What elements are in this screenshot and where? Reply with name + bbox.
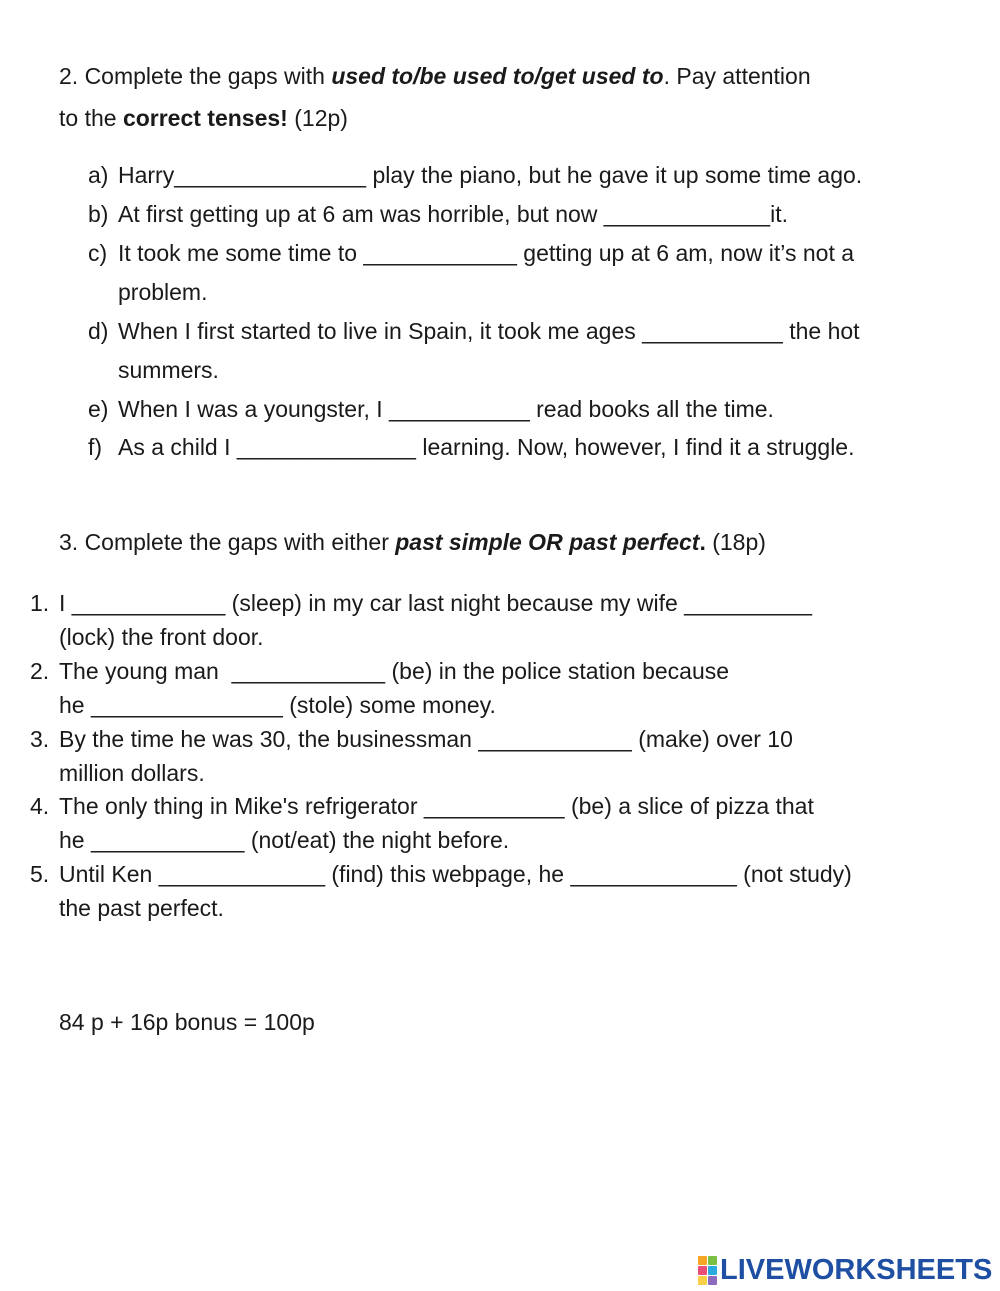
instruction-emphasis: used to/be used to/get used to xyxy=(331,63,664,89)
item-text: Harry_______________ play the piano, but he gave it up some time ago. xyxy=(118,162,863,188)
instruction-period: . xyxy=(699,529,706,555)
exercise3-item-1-cont: (lock) the front door. xyxy=(59,624,264,650)
liveworksheets-logo xyxy=(698,1255,992,1285)
exercise3-item-5-cont: the past perfect. xyxy=(59,895,224,921)
exercise3-item-4 xyxy=(30,792,814,820)
exercise2-item-e xyxy=(88,395,774,423)
exercise3-item-4-cont: he ____________ (not/eat) the night before. xyxy=(59,827,510,853)
instruction-text: 3. Complete the gaps with either xyxy=(59,529,396,555)
exercise3-item-2 xyxy=(30,657,729,685)
item-label: f) xyxy=(88,434,103,460)
item-label: e) xyxy=(88,396,109,422)
item-number: 3. xyxy=(30,726,50,752)
exercise2-item-d xyxy=(88,317,860,345)
item-label: d) xyxy=(88,318,109,344)
item-text: When I first started to live in Spain, it took me ages ___________ the hot xyxy=(118,318,860,344)
exercise3-item-2-cont: he _______________ (stole) some money. xyxy=(59,692,496,718)
instruction-points: (12p) xyxy=(287,105,348,131)
item-number: 2. xyxy=(30,658,50,684)
item-label: c) xyxy=(88,240,108,266)
exercise3-item-5 xyxy=(30,860,852,888)
item-label: a) xyxy=(88,162,109,188)
logo-blocks-icon xyxy=(698,1256,717,1285)
exercise2-instruction-line2 xyxy=(59,104,348,132)
item-number: 4. xyxy=(30,793,50,819)
item-label: b) xyxy=(88,201,109,227)
instruction-emphasis: correct tenses! xyxy=(122,105,288,131)
item-text: At first getting up at 6 am was horrible, but now _____________it. xyxy=(118,201,788,227)
score-total: 84 p + 16p bonus = 100p xyxy=(59,1009,315,1035)
exercise3-item-1 xyxy=(30,589,812,617)
exercise3-item-3-cont: million dollars. xyxy=(59,760,205,786)
exercise2-item-d-cont: summers. xyxy=(118,357,219,383)
logo-text: LIVEWORKSHEETS xyxy=(720,1253,993,1286)
instruction-text: . Pay attention xyxy=(663,63,811,89)
exercise2-instruction-line1 xyxy=(59,62,811,90)
instruction-points: (18p) xyxy=(705,529,766,555)
exercise2-item-a xyxy=(88,161,862,189)
item-text: The young man ____________ (be) in the police station because xyxy=(59,658,730,684)
item-text: The only thing in Mike's refrigerator ___________ (be) a slice of pizza that xyxy=(59,793,814,819)
item-text: When I was a youngster, I ___________ read books all the time. xyxy=(118,396,774,422)
item-text: By the time he was 30, the businessman ____________ (make) over 10 xyxy=(59,726,793,752)
instruction-text: to the xyxy=(59,105,123,131)
instruction-text: 2. Complete the gaps with xyxy=(59,63,332,89)
instruction-emphasis: past simple OR past perfect xyxy=(395,529,700,555)
exercise2-item-f xyxy=(88,433,854,461)
exercise3-instruction xyxy=(59,528,766,556)
exercise2-item-b xyxy=(88,200,788,228)
item-text: I ____________ (sleep) in my car last night because my wife __________ xyxy=(59,590,813,616)
exercise2-item-c-cont: problem. xyxy=(118,279,208,305)
item-text: Until Ken _____________ (find) this webpage, he _____________ (not study) xyxy=(59,861,852,887)
item-number: 5. xyxy=(30,861,50,887)
exercise2-item-c xyxy=(88,239,854,267)
item-text: As a child I ______________ learning. Now, however, I find it a struggle. xyxy=(118,434,855,460)
item-number: 1. xyxy=(30,590,50,616)
exercise3-item-3 xyxy=(30,725,793,753)
item-text: It took me some time to ____________ getting up at 6 am, now it’s not a xyxy=(118,240,855,266)
